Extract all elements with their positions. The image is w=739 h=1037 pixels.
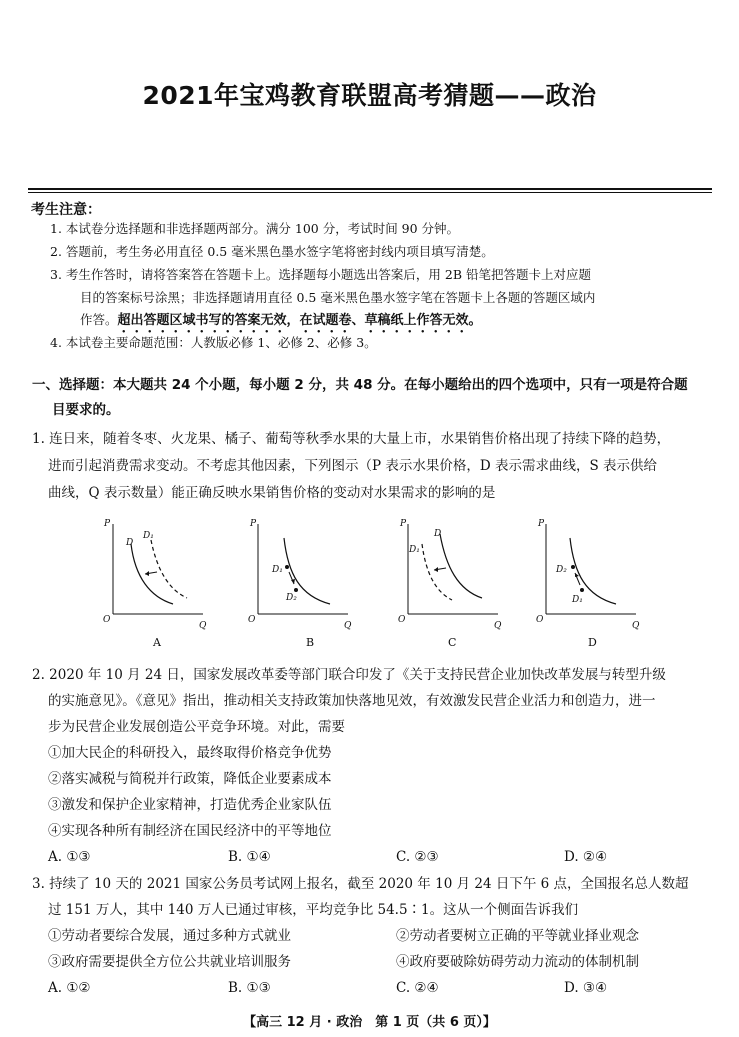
q-label: Q — [199, 621, 207, 631]
divider — [28, 188, 712, 190]
notice-item: 作答。超出答题区域书写的答案无效，在试题卷、草稿纸上作答无效。 — [80, 312, 482, 328]
question-2-line: 步为民营企业发展创造公平竞争环境。对此，需要 — [48, 719, 345, 735]
question-2-item: ④实现各种所有制经济在国民经济中的平等地位 — [48, 823, 332, 839]
question-1-line: 曲线，Q 表示数量）能正确反映水果销售价格的变动对水果需求的影响的是 — [48, 485, 496, 501]
notice-heading: 考生注意： — [31, 202, 101, 218]
page-title: 2021年宝鸡教育联盟高考猜题——政治 — [142, 81, 597, 110]
curve-label: D₂ — [556, 565, 567, 575]
option-a: A. ①② — [48, 980, 91, 996]
notice-item: 3. 考生作答时，请将答案答在答题卡上。选择题每小题选出答案后，用 2B 铅笔把答题卡上对应题 — [50, 267, 591, 282]
point — [580, 588, 584, 592]
graph-a — [95, 512, 225, 652]
curve-label: D₁ — [272, 565, 283, 575]
question-3-item: ①劳动者要综合发展，通过多种方式就业 — [48, 928, 291, 944]
origin-label: O — [398, 615, 406, 625]
question-2-line: 的实施意见》。《意见》指出，推动相关支持政策加快落地见效，有效激发民营企业活力和创造力，进一 — [48, 693, 656, 709]
question-1-line: 进而引起消费需求变动。不考虑其他因素，下列图示（P 表示水果价格，D 表示需求曲线，S 表示供给 — [48, 458, 658, 474]
option-a: A. ①③ — [48, 849, 91, 865]
graph-caption: B — [306, 636, 315, 649]
divider — [28, 192, 712, 193]
page-footer: 【高三 12 月 · 政治 第 1 页（共 6 页）】 — [243, 1015, 496, 1030]
option-b: B. ①③ — [228, 980, 271, 996]
q-label: Q — [494, 621, 502, 631]
question-2-item: ③激发和保护企业家精神，打造优秀企业家队伍 — [48, 797, 332, 813]
p-label: P — [104, 519, 111, 529]
graph-b — [250, 512, 380, 652]
notice-item: 1. 本试卷分选择题和非选择题两部分。满分 100 分，考试时间 90 分钟。 — [50, 221, 460, 236]
origin-label: O — [103, 615, 111, 625]
graph-d — [528, 512, 658, 652]
option-d: D. ③④ — [564, 980, 608, 996]
notice-item: 4. 本试卷主要命题范围：人教版必修 1、必修 2、必修 3。 — [50, 335, 377, 350]
question-3-line: 过 151 万人，其中 140 万人已通过审核，平均竞争比 54.5∶1。这从一个侧面告诉我们 — [48, 902, 579, 918]
curve-label: D₂ — [286, 593, 297, 603]
question-2-item: ①加大民企的科研投入，最终取得价格竞争优势 — [48, 745, 332, 761]
graph-caption: A — [153, 636, 161, 649]
question-3-line: 3. 持续了 10 天的 2021 国家公务员考试网上报名，截至 2020 年 10 月 24 日下午 6 点，全国报名总人数超 — [32, 876, 689, 892]
notice-emphasis: 超出答题区域书写的答案无效，在试题卷、草稿纸上作答无效。 — [117, 313, 482, 328]
origin-label: O — [248, 615, 256, 625]
point — [285, 565, 289, 569]
section-heading: 目要求的。 — [52, 402, 120, 418]
question-2-item: ②落实减税与简税并行政策，降低企业要素成本 — [48, 771, 332, 787]
point — [294, 588, 298, 592]
p-label: P — [250, 519, 257, 529]
option-c: C. ②④ — [396, 980, 439, 996]
section-heading: 一、选择题：本大题共 24 个小题，每小题 2 分，共 48 分。在每小题给出的四个选项中，只有一项是符合题 — [32, 377, 688, 393]
graph-caption: C — [448, 636, 457, 649]
p-label: P — [400, 519, 407, 529]
graph-c — [390, 512, 520, 652]
demand-curve — [131, 544, 173, 604]
graph-caption: D — [588, 636, 597, 649]
point — [571, 565, 575, 569]
question-1-line: 1. 连日来，随着冬枣、火龙果、橘子、葡萄等秋季水果的大量上市，水果销售价格出现了持续下降的趋势， — [32, 431, 671, 447]
notice-item: 2. 答题前，考生务必用直径 0.5 毫米黑色墨水签字笔将密封线内项目填写清楚。 — [50, 244, 494, 259]
option-b: B. ①④ — [228, 849, 271, 865]
arrowhead — [291, 579, 295, 584]
notice-item: 目的答案标号涂黑；非选择题请用直径 0.5 毫米黑色墨水签字笔在答题卡上各题的答题区域内 — [80, 290, 596, 305]
curve-label: D — [126, 538, 134, 548]
demand-curve-dashed — [151, 540, 187, 598]
curve-label: D₁ — [143, 531, 154, 541]
q-label: Q — [632, 621, 640, 631]
question-3-item: ④政府要破除妨碍劳动力流动的体制机制 — [396, 954, 639, 970]
option-d: D. ②④ — [564, 849, 608, 865]
p-label: P — [538, 519, 545, 529]
question-2-line: 2. 2020 年 10 月 24 日，国家发展改革委等部门联合印发了《关于支持民营企业加快改革发展与转型升级 — [32, 667, 666, 683]
question-3-item: ③政府需要提供全方位公共就业培训服务 — [48, 954, 291, 970]
demand-curve-dashed — [422, 544, 452, 600]
curve-label: D₁ — [572, 595, 583, 605]
curve-label: D — [434, 529, 442, 539]
q-label: Q — [344, 621, 352, 631]
option-c: C. ②③ — [396, 849, 439, 865]
question-3-item: ②劳动者要树立正确的平等就业择业观念 — [396, 928, 639, 944]
demand-curve — [440, 534, 482, 598]
curve-label: D₁ — [409, 545, 420, 555]
origin-label: O — [536, 615, 544, 625]
